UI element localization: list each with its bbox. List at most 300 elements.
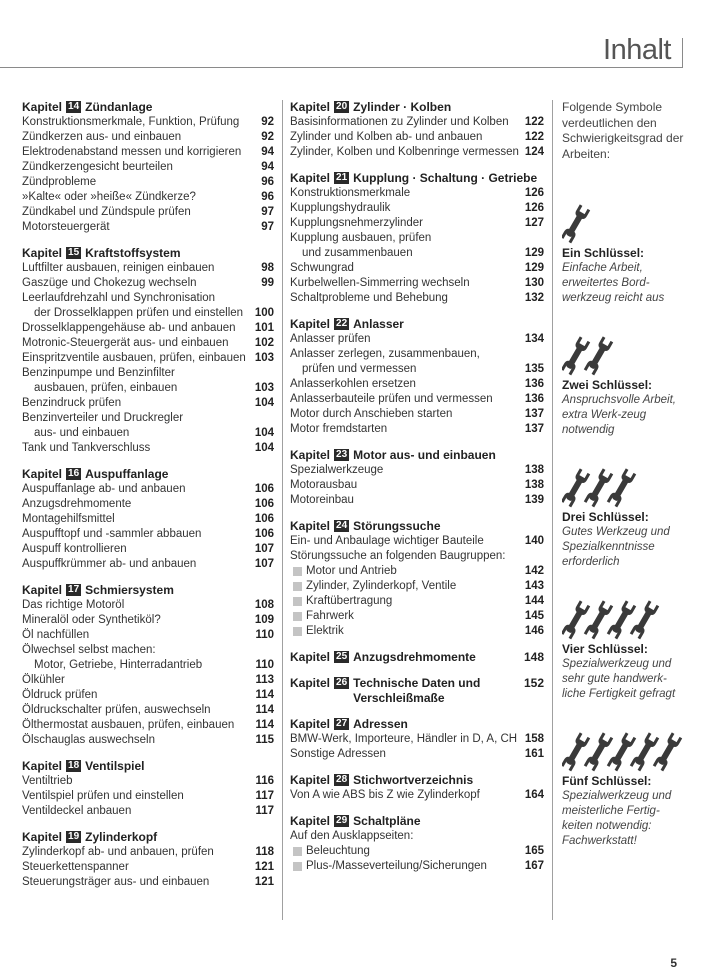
chapter-word: Kapitel bbox=[290, 448, 331, 462]
difficulty-description: Spezialwerkzeug und sehr gute handwerk-liche Fertigkeit gefragt bbox=[562, 658, 676, 700]
chapter-heading bbox=[290, 317, 544, 332]
chapter-word: Kapitel bbox=[290, 717, 331, 731]
entry-text: »Kalte« oder »heiße« Zündkerze? bbox=[22, 191, 196, 203]
toc-entry bbox=[290, 216, 544, 231]
chapter-block bbox=[290, 650, 544, 665]
chapter-block bbox=[22, 100, 274, 235]
entry-text: Auspuffanlage ab- und anbauen bbox=[22, 483, 186, 495]
toc-entry bbox=[22, 276, 274, 291]
wrench-icon bbox=[562, 334, 687, 376]
toc-entry bbox=[290, 186, 544, 201]
toc-entry bbox=[290, 829, 544, 844]
chapter-heading bbox=[290, 650, 544, 665]
toc-entry bbox=[22, 658, 274, 673]
entry-page: 167 bbox=[524, 860, 544, 872]
entry-page: 121 bbox=[254, 876, 274, 888]
chapter-number-badge: 24 bbox=[336, 520, 348, 531]
entry-text: Ventildeckel anbauen bbox=[22, 805, 132, 817]
chapter-title: Schaltpläne bbox=[353, 814, 421, 828]
chapter-number-badge: 23 bbox=[336, 449, 348, 460]
chapter-number-badge: 21 bbox=[336, 172, 348, 183]
chapter-block bbox=[290, 676, 544, 706]
entry-text: Anlasser prüfen bbox=[290, 333, 371, 345]
wrench-icon bbox=[562, 730, 687, 772]
chapter-title: Kupplung · Schaltung · Getriebe bbox=[353, 171, 538, 185]
header-divider bbox=[682, 38, 683, 68]
entry-text: Steuerungsträger aus- und einbauen bbox=[22, 876, 210, 888]
toc-entry bbox=[22, 497, 274, 512]
toc-column-left bbox=[22, 100, 274, 901]
entry-page: 116 bbox=[255, 775, 274, 787]
chapter-number-badge: 29 bbox=[336, 815, 348, 826]
entry-page: 136 bbox=[524, 393, 544, 405]
entry-text: Anlasserbauteile prüfen und vermessen bbox=[290, 393, 493, 405]
toc-entry bbox=[290, 261, 544, 276]
chapter-heading bbox=[290, 448, 544, 463]
chapter-number-badge: 15 bbox=[68, 247, 80, 258]
entry-text: Tank und Tankverschluss bbox=[22, 442, 151, 454]
chapter-title: Auspuffanlage bbox=[85, 467, 169, 481]
entry-page: 137 bbox=[524, 423, 544, 435]
entry-text: Elektrodenabstand messen und korrigieren bbox=[22, 146, 242, 158]
entry-page: 126 bbox=[524, 187, 544, 199]
entry-page: 106 bbox=[254, 513, 274, 525]
entry-page: 142 bbox=[524, 565, 544, 577]
toc-entry bbox=[290, 407, 544, 422]
entry-text: Öl nachfüllen bbox=[22, 629, 90, 641]
entry-page: 114 bbox=[255, 719, 274, 731]
entry-page: 100 bbox=[254, 307, 274, 319]
entry-page: 129 bbox=[524, 262, 544, 274]
toc-entry bbox=[290, 609, 544, 624]
chapter-block bbox=[290, 773, 544, 803]
toc-entry bbox=[290, 130, 544, 145]
chapter-title: Ventilspiel bbox=[85, 759, 145, 773]
chapter-word: Kapitel bbox=[290, 814, 331, 828]
entry-page: 140 bbox=[524, 535, 544, 547]
chapter-word: Kapitel bbox=[290, 171, 331, 185]
entry-text: Öldruckschalter prüfen, auswechseln bbox=[22, 704, 211, 716]
entry-text: Basisinformationen zu Zylinder und Kolben bbox=[290, 116, 509, 128]
toc-entry bbox=[290, 276, 544, 291]
entry-text: BMW-Werk, Importeure, Händler in D, A, CH bbox=[290, 733, 518, 745]
entry-page: 158 bbox=[524, 733, 544, 745]
toc-entry bbox=[22, 845, 274, 860]
entry-text: Ölkühler bbox=[22, 674, 65, 686]
entry-text: Gaszüge und Chokezug wechseln bbox=[22, 277, 197, 289]
entry-page: 97 bbox=[261, 221, 274, 233]
chapter-heading bbox=[22, 467, 274, 482]
chapter-heading bbox=[290, 773, 544, 788]
chapter-block bbox=[290, 100, 544, 160]
entry-page: 124 bbox=[524, 146, 544, 158]
entry-page: 143 bbox=[524, 580, 544, 592]
entry-page: 104 bbox=[254, 442, 274, 454]
entry-page: 164 bbox=[524, 789, 544, 801]
difficulty-title: Zwei Schlüssel: bbox=[562, 378, 653, 392]
entry-page: 144 bbox=[524, 595, 544, 607]
toc-entry bbox=[22, 542, 274, 557]
entry-page: 103 bbox=[254, 352, 274, 364]
entry-page: 103 bbox=[254, 382, 274, 394]
chapter-word: Kapitel bbox=[290, 519, 331, 533]
entry-page: 134 bbox=[524, 333, 544, 345]
chapter-title: Schmiersystem bbox=[85, 583, 174, 597]
difficulty-title: Drei Schlüssel: bbox=[562, 510, 649, 524]
toc-entry bbox=[290, 291, 544, 306]
toc-column-middle bbox=[290, 100, 544, 885]
chapter-word: Kapitel bbox=[290, 773, 331, 787]
entry-text: Fahrwerk bbox=[290, 609, 519, 624]
toc-entry bbox=[22, 527, 274, 542]
chapter-title: Störungssuche bbox=[353, 519, 441, 533]
difficulty-level bbox=[562, 202, 687, 306]
difficulty-level bbox=[562, 334, 687, 438]
entry-text: Ventiltrieb bbox=[22, 775, 73, 787]
toc-entry bbox=[22, 718, 274, 733]
toc-entry bbox=[22, 351, 274, 366]
chapter-number-badge: 16 bbox=[68, 468, 80, 479]
toc-entry bbox=[22, 688, 274, 703]
entry-page: 99 bbox=[261, 277, 274, 289]
wrench-icon bbox=[562, 202, 687, 244]
column-divider bbox=[282, 100, 283, 920]
toc-entry bbox=[22, 205, 274, 220]
entry-page: 108 bbox=[254, 599, 274, 611]
entry-page: 135 bbox=[524, 363, 544, 375]
entry-text: Kurbelwellen-Simmerring wechseln bbox=[290, 277, 470, 289]
toc-entry bbox=[22, 291, 274, 306]
chapter-number-badge: 25 bbox=[336, 651, 348, 662]
entry-page: 132 bbox=[524, 292, 544, 304]
chapter-block bbox=[22, 467, 274, 572]
toc-entry bbox=[22, 512, 274, 527]
toc-entry bbox=[290, 463, 544, 478]
entry-text: Zylinder und Kolben ab- und anbauen bbox=[290, 131, 483, 143]
entry-page: 130 bbox=[524, 277, 544, 289]
chapter-number-badge: 20 bbox=[336, 101, 348, 112]
entry-text: Kupplung ausbauen, prüfen bbox=[290, 232, 432, 244]
entry-text: Motronic-Steuergerät aus- und einbauen bbox=[22, 337, 229, 349]
entry-text: Spezialwerkzeuge bbox=[290, 464, 384, 476]
entry-text: Störungssuche an folgenden Baugruppen: bbox=[290, 550, 506, 562]
entry-page: 106 bbox=[254, 528, 274, 540]
entry-text: Sonstige Adressen bbox=[290, 748, 386, 760]
difficulty-title: Ein Schlüssel: bbox=[562, 246, 645, 260]
toc-entry bbox=[22, 557, 274, 572]
toc-entry bbox=[22, 411, 274, 426]
entry-text: Ventilspiel prüfen und einstellen bbox=[22, 790, 184, 802]
chapter-number-badge: 19 bbox=[68, 831, 80, 842]
entry-page: 136 bbox=[524, 378, 544, 390]
legend-intro: Folgende Symbole verdeutlichen den Schwierigkeitsgrad der Arbeiten: bbox=[562, 100, 684, 161]
toc-entry bbox=[290, 859, 544, 874]
entry-text: Zündkerzengesicht beurteilen bbox=[22, 161, 173, 173]
entry-text: Von A wie ABS bis Z wie Zylinderkopf bbox=[290, 789, 480, 801]
entry-page: 126 bbox=[524, 202, 544, 214]
entry-page: 115 bbox=[255, 734, 274, 746]
entry-text: Ölschauglas auswechseln bbox=[22, 734, 155, 746]
toc-entry bbox=[22, 261, 274, 276]
entry-page: 97 bbox=[261, 206, 274, 218]
toc-entry bbox=[22, 190, 274, 205]
chapter-heading bbox=[22, 100, 274, 115]
entry-text: Auspufftopf und -sammler abbauen bbox=[22, 528, 202, 540]
chapter-title: Zylinder · Kolben bbox=[353, 100, 452, 114]
entry-text: Benzinverteiler und Druckregler bbox=[22, 412, 184, 424]
entry-page: 110 bbox=[255, 629, 274, 641]
toc-entry bbox=[22, 441, 274, 456]
entry-page: 145 bbox=[524, 610, 544, 622]
entry-text: Motorsteuergerät bbox=[22, 221, 110, 233]
chapter-word: Kapitel bbox=[22, 759, 63, 773]
entry-page: 114 bbox=[255, 704, 274, 716]
toc-entry bbox=[22, 613, 274, 628]
difficulty-level bbox=[562, 466, 687, 570]
entry-text: Öldruck prüfen bbox=[22, 689, 98, 701]
chapter-title: Anzugsdrehmomente bbox=[353, 650, 476, 664]
toc-entry bbox=[22, 220, 274, 235]
entry-page: 137 bbox=[524, 408, 544, 420]
entry-page: 104 bbox=[254, 427, 274, 439]
toc-entry bbox=[22, 115, 274, 130]
entry-text: Zündkerzen aus- und einbauen bbox=[22, 131, 182, 143]
chapter-title: Zylinderkopf bbox=[85, 830, 158, 844]
entry-page: 98 bbox=[261, 262, 274, 274]
chapter-number-badge: 27 bbox=[336, 718, 348, 729]
entry-text: Zündkabel und Zündspule prüfen bbox=[22, 206, 191, 218]
entry-page: 96 bbox=[261, 176, 274, 188]
entry-page: 138 bbox=[524, 479, 544, 491]
entry-text: Auf den Ausklappseiten: bbox=[290, 830, 414, 842]
toc-entry bbox=[22, 336, 274, 351]
chapter-title: Technische Daten und Verschleißmaße bbox=[353, 676, 481, 705]
chapter-title: Stichwortverzeichnis bbox=[353, 773, 474, 787]
toc-entry bbox=[22, 130, 274, 145]
entry-text: Steuerkettenspanner bbox=[22, 861, 129, 873]
toc-entry bbox=[290, 422, 544, 437]
toc-entry bbox=[290, 377, 544, 392]
chapter-word: Kapitel bbox=[22, 100, 63, 114]
toc-entry bbox=[22, 643, 274, 658]
entry-text: Plus-/Masseverteilung/Sicherungen bbox=[290, 859, 519, 874]
chapter-word: Kapitel bbox=[290, 676, 331, 690]
toc-entry bbox=[290, 732, 544, 747]
toc-entry bbox=[22, 366, 274, 381]
chapter-word: Kapitel bbox=[290, 100, 331, 114]
chapter-heading bbox=[290, 519, 544, 534]
toc-entry bbox=[22, 160, 274, 175]
chapter-block bbox=[22, 583, 274, 748]
entry-text: Konstruktionsmerkmale bbox=[290, 187, 411, 199]
toc-entry bbox=[290, 747, 544, 762]
chapter-block bbox=[290, 717, 544, 762]
chapter-page: 152 bbox=[523, 676, 544, 690]
entry-page: 138 bbox=[524, 464, 544, 476]
toc-entry bbox=[290, 478, 544, 493]
chapter-block bbox=[290, 317, 544, 437]
chapter-title: Motor aus- und einbauen bbox=[353, 448, 496, 462]
entry-text: Mineralöl oder Synthetiköl? bbox=[22, 614, 161, 626]
entry-text: Beleuchtung bbox=[290, 844, 519, 859]
entry-text: Motor durch Anschieben starten bbox=[290, 408, 453, 420]
entry-text: Motor und Antrieb bbox=[290, 564, 519, 579]
entry-page: 92 bbox=[261, 131, 274, 143]
entry-text: Zündprobleme bbox=[22, 176, 97, 188]
entry-text: Zylinderkopf ab- und anbauen, prüfen bbox=[22, 846, 214, 858]
chapter-number-badge: 17 bbox=[68, 584, 80, 595]
chapter-heading bbox=[290, 171, 544, 186]
toc-entry bbox=[290, 246, 544, 261]
entry-text: prüfen und vermessen bbox=[302, 363, 417, 375]
chapter-title: Adressen bbox=[353, 717, 408, 731]
entry-page: 117 bbox=[255, 805, 274, 817]
entry-text: Elektrik bbox=[290, 624, 519, 639]
entry-page: 107 bbox=[254, 558, 274, 570]
entry-text: Luftfilter ausbauen, reinigen einbauen bbox=[22, 262, 215, 274]
entry-text: Zylinder, Kolben und Kolbenringe vermessen bbox=[290, 146, 519, 158]
chapter-block bbox=[22, 759, 274, 819]
entry-page: 122 bbox=[524, 131, 544, 143]
chapter-number-badge: 28 bbox=[336, 774, 348, 785]
toc-entry bbox=[22, 628, 274, 643]
chapter-page: 148 bbox=[523, 650, 544, 664]
toc-entry bbox=[290, 579, 544, 594]
toc-entry bbox=[290, 392, 544, 407]
difficulty-title: Vier Schlüssel: bbox=[562, 642, 648, 656]
chapter-block bbox=[22, 830, 274, 890]
toc-entry bbox=[22, 381, 274, 396]
toc-entry bbox=[22, 673, 274, 688]
entry-text: Motor, Getriebe, Hinterradantrieb bbox=[34, 659, 203, 671]
entry-page: 165 bbox=[524, 845, 544, 857]
chapter-number-badge: 18 bbox=[68, 760, 80, 771]
toc-entry bbox=[22, 482, 274, 497]
chapter-heading bbox=[22, 246, 274, 261]
toc-entry bbox=[290, 231, 544, 246]
entry-text: Motorausbau bbox=[290, 479, 358, 491]
chapter-heading bbox=[22, 583, 274, 598]
chapter-word: Kapitel bbox=[22, 583, 63, 597]
chapter-heading bbox=[290, 717, 544, 732]
chapter-block bbox=[290, 448, 544, 508]
chapter-word: Kapitel bbox=[22, 830, 63, 844]
toc-entry bbox=[290, 493, 544, 508]
toc-entry bbox=[22, 145, 274, 160]
chapter-word: Kapitel bbox=[290, 317, 331, 331]
entry-page: 107 bbox=[254, 543, 274, 555]
chapter-number-badge: 26 bbox=[336, 677, 348, 688]
difficulty-level bbox=[562, 730, 687, 849]
toc-entry bbox=[22, 426, 274, 441]
entry-text: Einspritzventile ausbauen, prüfen, einbauen bbox=[22, 352, 246, 364]
difficulty-description: Gutes Werkzeug und Spezialkenntnisse erforderlich bbox=[562, 526, 670, 568]
entry-text: Motoreinbau bbox=[290, 494, 354, 506]
toc-entry bbox=[22, 306, 274, 321]
toc-entry bbox=[290, 788, 544, 803]
entry-page: 114 bbox=[255, 689, 274, 701]
entry-page: 121 bbox=[254, 861, 274, 873]
entry-text: Ein- und Anbaulage wichtiger Bauteile bbox=[290, 535, 484, 547]
chapter-heading bbox=[290, 676, 544, 706]
entry-text: aus- und einbauen bbox=[34, 427, 130, 439]
page-title: Inhalt bbox=[603, 34, 671, 66]
chapter-block bbox=[290, 814, 544, 874]
toc-entry bbox=[290, 534, 544, 549]
entry-page: 102 bbox=[254, 337, 274, 349]
chapter-number-badge: 22 bbox=[336, 318, 348, 329]
difficulty-title: Fünf Schlüssel: bbox=[562, 774, 652, 788]
toc-entry bbox=[22, 733, 274, 748]
entry-text: Benzindruck prüfen bbox=[22, 397, 122, 409]
chapter-word: Kapitel bbox=[290, 650, 331, 664]
entry-text: Kupplungsnehmerzylinder bbox=[290, 217, 423, 229]
difficulty-level bbox=[562, 598, 687, 702]
toc-entry bbox=[290, 594, 544, 609]
toc-entry bbox=[290, 332, 544, 347]
difficulty-description: Anspruchsvolle Arbeit, extra Werk-zeug notwendig bbox=[562, 394, 676, 436]
wrench-icon bbox=[562, 598, 687, 640]
toc-entry bbox=[22, 804, 274, 819]
entry-page: 122 bbox=[524, 116, 544, 128]
toc-entry bbox=[290, 115, 544, 130]
toc-entry bbox=[22, 703, 274, 718]
chapter-heading bbox=[22, 759, 274, 774]
toc-entry bbox=[22, 875, 274, 890]
entry-page: 104 bbox=[254, 397, 274, 409]
entry-text: und zusammenbauen bbox=[302, 247, 413, 259]
entry-text: Das richtige Motoröl bbox=[22, 599, 125, 611]
entry-text: Montagehilfsmittel bbox=[22, 513, 115, 525]
entry-page: 106 bbox=[254, 483, 274, 495]
entry-text: Zylinder, Zylinderkopf, Ventile bbox=[290, 579, 519, 594]
entry-text: Anzugsdrehmomente bbox=[22, 498, 132, 510]
toc-entry bbox=[290, 347, 544, 362]
entry-page: 146 bbox=[524, 625, 544, 637]
entry-text: Motor fremdstarten bbox=[290, 423, 388, 435]
entry-text: Ölthermostat ausbauen, prüfen, einbauen bbox=[22, 719, 235, 731]
entry-page: 106 bbox=[254, 498, 274, 510]
entry-text: Kraftübertragung bbox=[290, 594, 519, 609]
chapter-block bbox=[290, 519, 544, 639]
entry-text: Auspuff kontrollieren bbox=[22, 543, 127, 555]
toc-entry bbox=[290, 549, 544, 564]
toc-entry bbox=[22, 396, 274, 411]
chapter-title: Zündanlage bbox=[85, 100, 153, 114]
entry-page: 139 bbox=[524, 494, 544, 506]
entry-page: 96 bbox=[261, 191, 274, 203]
difficulty-legend bbox=[562, 100, 687, 877]
entry-page: 129 bbox=[524, 247, 544, 259]
header-rule bbox=[0, 67, 682, 68]
chapter-heading bbox=[22, 830, 274, 845]
entry-text: Schwungrad bbox=[290, 262, 354, 274]
toc-entry bbox=[22, 175, 274, 190]
entry-text: Schaltprobleme und Behebung bbox=[290, 292, 448, 304]
toc-entry bbox=[22, 789, 274, 804]
entry-page: 127 bbox=[524, 217, 544, 229]
column-divider bbox=[552, 100, 553, 920]
entry-page: 118 bbox=[255, 846, 274, 858]
difficulty-description: Spezialwerkzeug und meisterliche Fertig-keiten notwendig: Fachwerkstatt! bbox=[562, 790, 672, 847]
entry-text: Anlasser zerlegen, zusammenbauen, bbox=[290, 348, 480, 360]
wrench-icon bbox=[562, 466, 687, 508]
entry-text: Benzinpumpe und Benzinfilter bbox=[22, 367, 175, 379]
entry-text: Drosselklappengehäuse ab- und anbauen bbox=[22, 322, 236, 334]
entry-page: 109 bbox=[254, 614, 274, 626]
chapter-title: Anlasser bbox=[353, 317, 404, 331]
entry-page: 161 bbox=[524, 748, 544, 760]
